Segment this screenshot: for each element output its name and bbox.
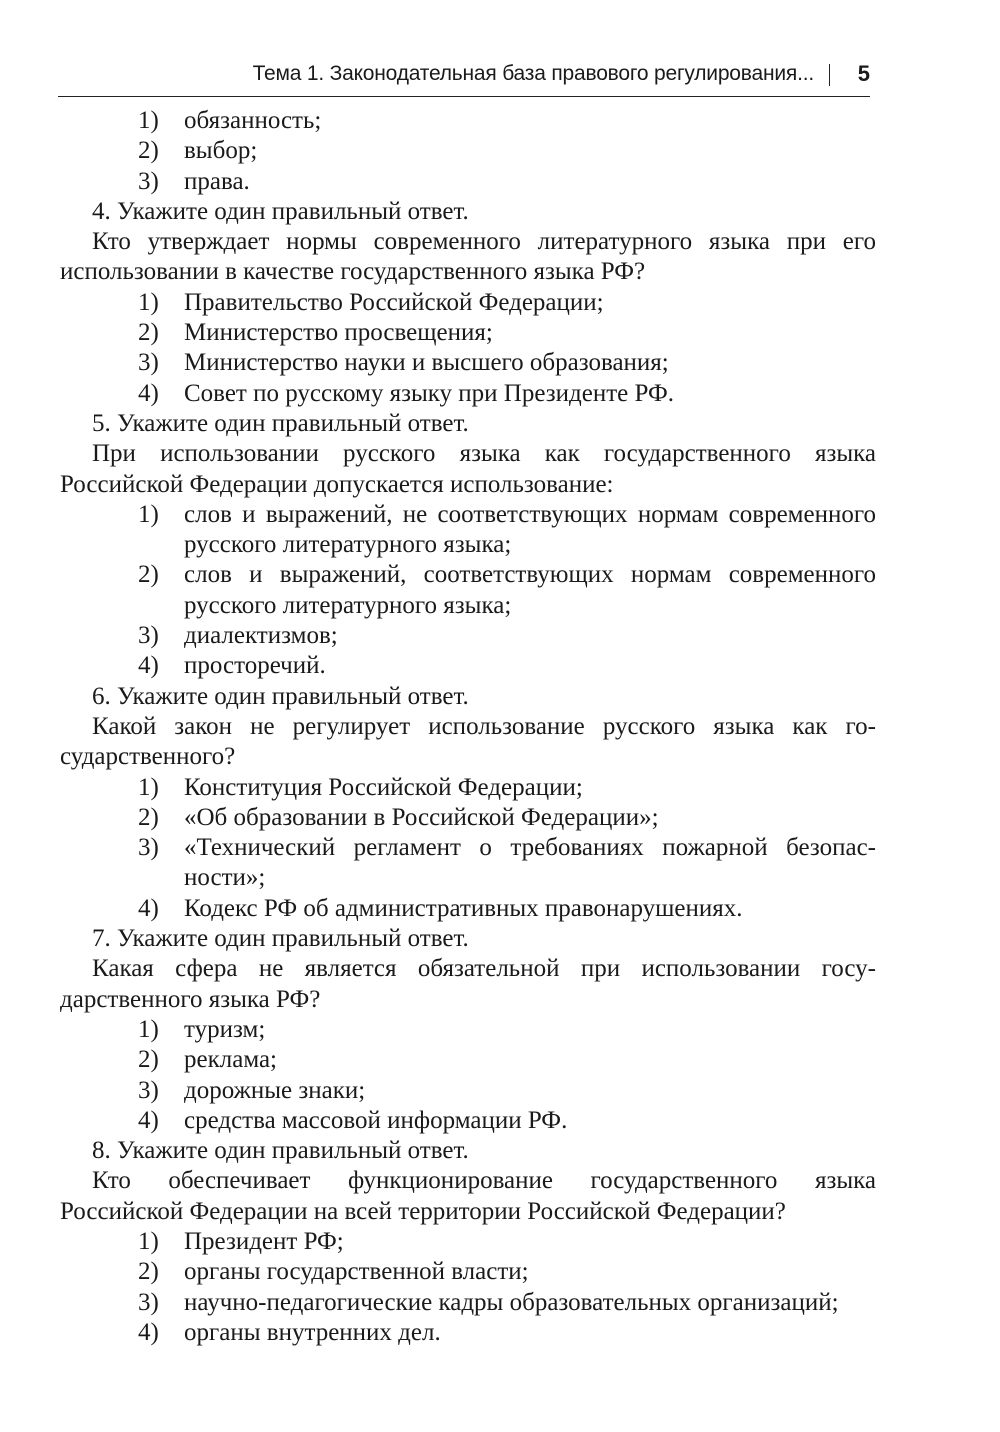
option-number: 4): [138, 379, 159, 407]
option-number: 2): [138, 1046, 159, 1074]
answer-option: [60, 1318, 876, 1348]
question-instruction: 8. Укажите один правильный ответ.: [92, 1137, 469, 1165]
answer-option: [60, 500, 876, 561]
option-number: 2): [138, 1258, 159, 1286]
question-text: Какая сфера не является обязательной при использовании государственного языка РФ?: [60, 955, 876, 1013]
answer-option: [60, 833, 876, 894]
answer-option: [60, 621, 876, 651]
option-text: «Об образовании в Российской Федерации»;: [184, 803, 659, 831]
option-number: 4): [138, 1318, 159, 1346]
running-header: [58, 60, 870, 97]
question-instruction: 4. Укажите один правильный ответ.: [92, 197, 469, 225]
option-text: Правительство Российской Федерации;: [184, 288, 604, 316]
question-text: Какой закон не регулирует использование русского языка как государственного?: [60, 712, 876, 771]
option-number: 1): [138, 288, 159, 316]
option-text: туризм;: [184, 1015, 266, 1043]
answer-option: [60, 560, 876, 621]
option-text: Кодекс РФ об административных правонарушениях.: [184, 894, 743, 922]
answer-option: [60, 348, 876, 378]
option-text: слов и выражений, соответствующих нормам современного русского литературного языка;: [184, 561, 876, 619]
option-text: просторечий.: [184, 652, 326, 680]
answer-option: [60, 1015, 876, 1045]
option-text: Совет по русскому языку при Президенте РФ.: [184, 379, 674, 407]
option-text: дорожные знаки;: [184, 1076, 366, 1104]
option-number: 3): [138, 1076, 159, 1104]
option-text: выбор;: [184, 137, 258, 165]
answer-option: [60, 1106, 876, 1136]
option-number: 1): [138, 107, 159, 134]
header-title: Тема 1. Законодательная база правового регулирования...: [252, 62, 814, 85]
answer-option: [60, 288, 876, 318]
option-text: средства массовой информации РФ.: [184, 1106, 568, 1134]
option-number: 1): [138, 1227, 159, 1255]
option-number: 3): [138, 167, 159, 195]
option-text: научно-педагогические кадры образовательных организаций;: [184, 1288, 839, 1316]
page-content: [60, 106, 876, 1348]
option-text: органы внутренних дел.: [184, 1318, 441, 1346]
question-instruction: 7. Укажите один правильный ответ.: [92, 925, 469, 953]
option-number: 1): [138, 773, 159, 801]
answer-option: [60, 651, 876, 681]
option-text: Конституция Российской Федерации;: [184, 773, 583, 801]
option-text: диалектизмов;: [184, 622, 338, 650]
answer-option: [60, 894, 876, 924]
question-instruction: 6. Укажите один правильный ответ.: [92, 682, 469, 710]
option-number: 1): [138, 500, 159, 528]
answer-option: [60, 773, 876, 803]
answer-option: [60, 1076, 876, 1106]
option-number: 4): [138, 652, 159, 680]
answer-option: [60, 136, 876, 166]
answer-option: [60, 318, 876, 348]
option-number: 2): [138, 137, 159, 165]
answer-option: [60, 1257, 876, 1287]
option-number: 1): [138, 1015, 159, 1043]
option-number: 3): [138, 834, 159, 862]
question-text: Кто обеспечивает функционирование государственного языка Российской Федерации на всей территории Российской Федерации?: [60, 1167, 876, 1225]
answer-option: [60, 803, 876, 833]
option-number: 4): [138, 1106, 159, 1134]
answer-option: [60, 1227, 876, 1257]
option-number: 2): [138, 319, 159, 347]
option-text: Министерство просвещения;: [184, 319, 493, 347]
question-text: Кто утверждает нормы современного литературного языка при его использовании в качестве государственного языка РФ?: [60, 228, 876, 286]
option-text: Президент РФ;: [184, 1227, 344, 1255]
header-separator: [829, 64, 831, 86]
option-number: 3): [138, 1288, 159, 1316]
option-number: 4): [138, 894, 159, 922]
option-text: Министерство науки и высшего образования;: [184, 349, 669, 377]
answer-option: [60, 167, 876, 197]
option-text: «Технический регламент о требованиях пожарной безопасности»;: [184, 834, 876, 892]
option-text: органы государственной власти;: [184, 1258, 529, 1286]
option-text: слов и выражений, не соответствующих нормам современного русского литературного языка;: [184, 500, 876, 559]
answer-option: [60, 1045, 876, 1075]
option-text: права.: [184, 167, 250, 195]
option-number: 2): [138, 803, 159, 831]
option-text: обязанность;: [184, 107, 322, 134]
page-number: 5: [857, 61, 870, 86]
question-instruction: 5. Укажите один правильный ответ.: [92, 409, 469, 437]
option-number: 2): [138, 561, 159, 589]
option-number: 3): [138, 622, 159, 650]
answer-option: [60, 106, 876, 136]
question-text: При использовании русского языка как государственного языка Российской Федерации допускается использование:: [60, 440, 876, 498]
option-number: 3): [138, 349, 159, 377]
option-text: реклама;: [184, 1046, 278, 1074]
answer-option: [60, 1288, 876, 1318]
answer-option: [60, 379, 876, 409]
